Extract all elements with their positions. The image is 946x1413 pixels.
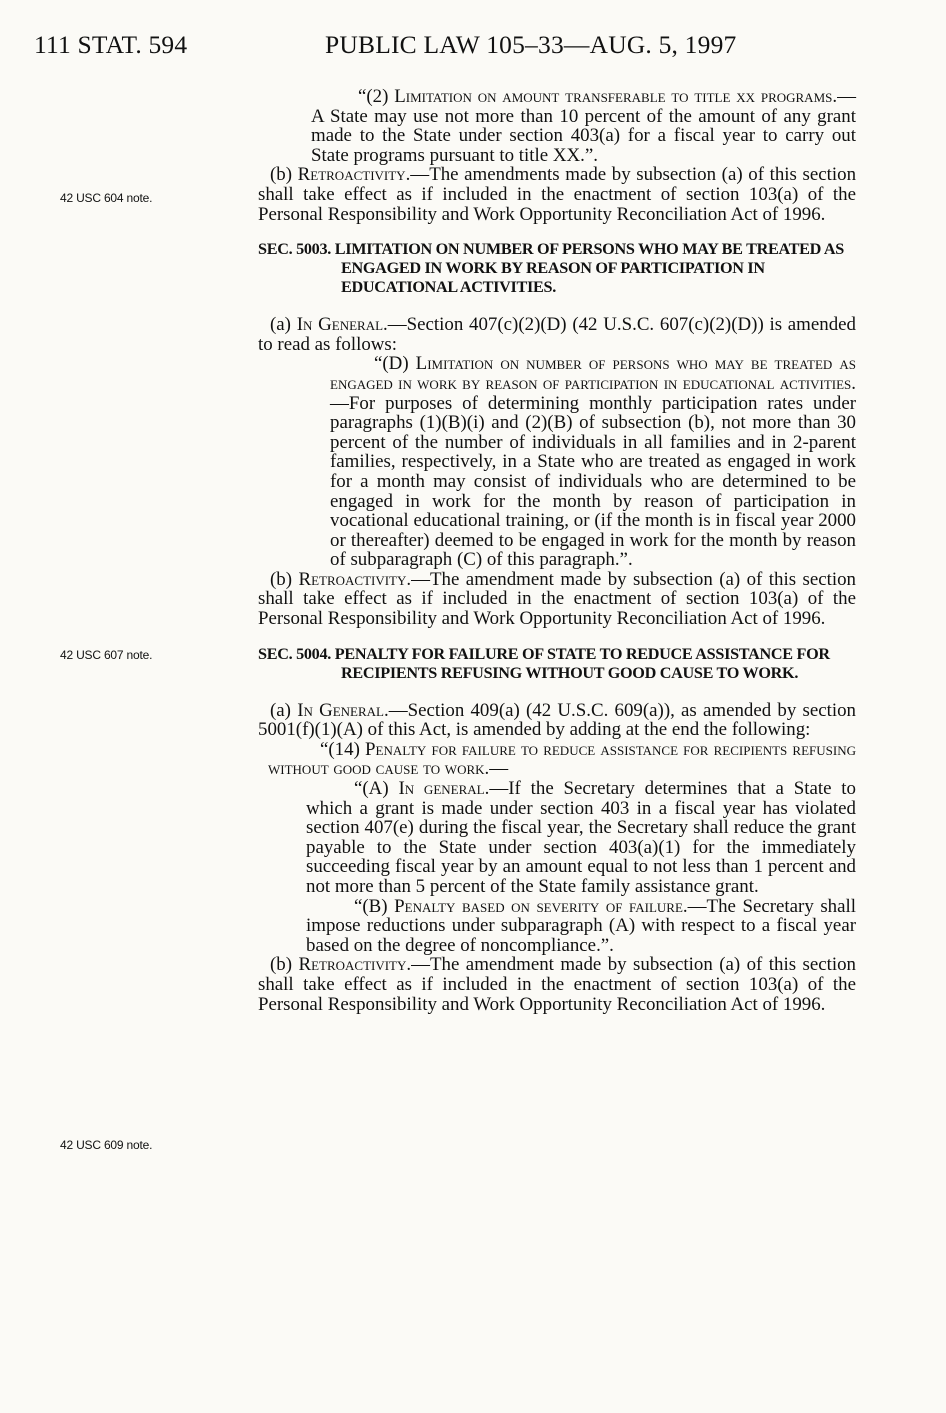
paragraph-heading: In general [398,778,485,800]
paragraph-retroactivity-5002: (b) Retroactivity.—The amendments made by subsection (a) of this section shall take effect as if included in the enactment of section 103(a) of the Personal Responsibility and Work Opportunity Reconciliation Act of 1996. [258,164,857,225]
paragraph-heading: Limitation on amount transferable to title xx programs [394,86,833,107]
margin-note-607: 42 USC 607 note. [60,648,153,662]
paragraph-limitation-educational: “(D) Limitation on number of persons who may be treated as engaged in work by reason of participation in educational activities.—For purposes of determining monthly participation rates under paragraphs (1)(B)(i) and (2)(B) of subsection (b), not more than 30 percent of the number of individuals in all families and in 2-parent families, respectively, in a State who are treated as engaged in work for a month may consist of individuals who are determined to be engaged in work for the month by reason of participation in vocational educational training, or (if the month is in fiscal year 2000 or thereafter) deemed to be engaged in work for the month by reason of subparagraph (C) of this paragraph.”. [330,353,856,571]
paragraph-retroactivity-5003: (b) Retroactivity.—The amendment made by subsection (a) of this section shall take effect as if included in the enactment of section 103(a) of the Personal Responsibility and Work Opportunity Reconciliation Act of 1996. [258,568,856,630]
paragraph-heading: Penalty for failure to reduce assistance for recipients refusing without good cause to work [268,738,856,780]
margin-note-609: 42 USC 609 note. [60,1138,153,1152]
public-law-title: PUBLIC LAW 105–33—AUG. 5, 1997 [325,30,737,59]
page-header [0,30,946,70]
statute-page-number: 111 STAT. 594 [34,30,188,59]
paragraph-heading: Limitation on number of persons who may be treated as engaged in work by reason of participation in educational activities [330,353,856,394]
paragraph-retroactivity-5004: (b) Retroactivity.—The amendment made by subsection (a) of this section shall take effect as if included in the enactment of section 103(a) of the Personal Responsibility and Work Opportunity Reconciliation Act of 1996. [258,954,856,1015]
paragraph-penalty-14: “(14) Penalty for failure to reduce assistance for recipients refusing without good cause to work.— [268,738,856,780]
paragraph-heading: Retroactivity [298,568,407,590]
paragraph-in-general-5004: (a) In General.—Section 409(a) (42 U.S.C. 609(a)), as amended by section 5001(f)(1)(A) of this Act, is amended by adding at the end the following: [258,699,856,741]
paragraph-limitation-title-xx: “(2) Limitation on amount transferable to title xx programs.—A State may use not more than 10 percent of the amount of any grant made to the State under section 403(a) for a fiscal year to carry out State programs pursuant to title XX.”. [311,86,856,166]
paragraph-heading: In General [296,314,384,336]
paragraph-heading: In General [297,699,384,721]
paragraph-heading: Retroactivity [297,164,406,186]
paragraph-heading: Penalty based on severity of failure [394,895,683,917]
section-heading-5003: SEC. 5003. LIMITATION ON NUMBER OF PERSONS WHO MAY BE TREATED AS ENGAGED IN WORK BY REASON OF PARTICIPATION IN EDUCATIONAL ACTIVITIES. [258,240,844,297]
document-body [258,87,856,1014]
paragraph-penalty-a: “(A) In general.—If the Secretary determines that a State to which a grant is made under section 403 in a fiscal year has violated section 407(e) during the fiscal year, the Secretary shall reduce the grant payable to the State under section 403(a)(1) for the immediately succeeding fiscal year by an amount equal to not less than 1 percent and not more than 5 percent of the State family assistance grant. [306,778,856,897]
paragraph-penalty-b: “(B) Penalty based on severity of failure.—The Secretary shall impose reductions under subparagraph (A) with respect to a fiscal year based on the degree of noncompliance.”. [306,895,856,956]
section-heading-5004: SEC. 5004. PENALTY FOR FAILURE OF STATE TO REDUCE ASSISTANCE FOR RECIPIENTS REFUSING WITHOUT GOOD CAUSE TO WORK. [258,644,830,682]
paragraph-in-general-5003: (a) In General.—Section 407(c)(2)(D) (42 U.S.C. 607(c)(2)(D)) is amended to read as follows: [258,314,856,355]
margin-note-604: 42 USC 604 note. [60,191,153,205]
paragraph-heading: Retroactivity [298,954,407,976]
